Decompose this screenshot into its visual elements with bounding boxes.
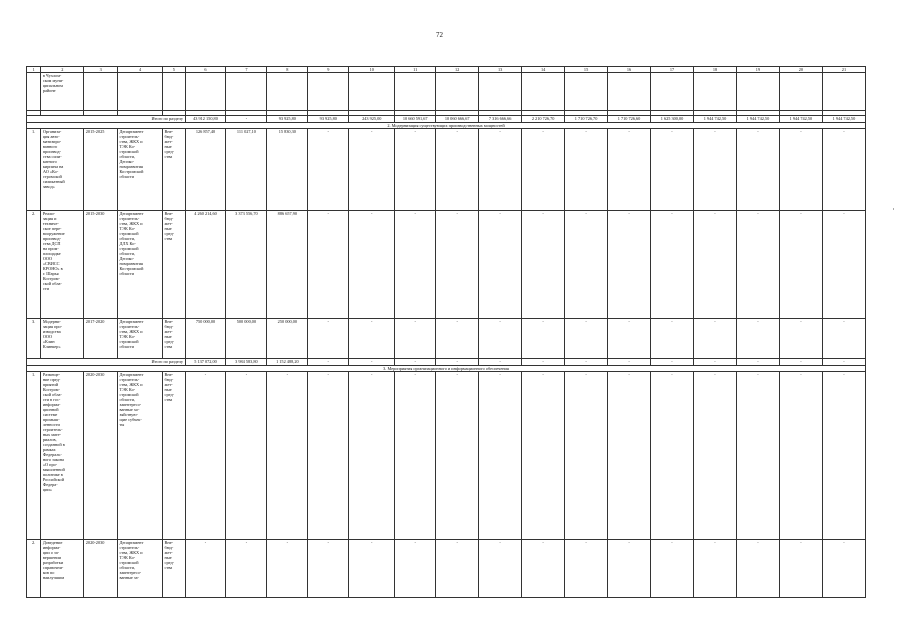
section-title-cell: 2. Модернизация существующих производственных мощностей [27,122,866,128]
column-number-cell: 13 [479,67,522,73]
amount-cell: - [651,539,694,597]
amount-cell: - [395,371,436,539]
amount-cell: - [694,539,737,597]
column-number-cell: 12 [436,67,479,73]
total-value-cell: 2 210 726,70 [522,116,565,123]
executor-cell: Департамент строитель- ства, ЖКХ и ТЭК Ко- стромской области [118,318,163,358]
amount-cell: - [608,539,651,597]
measure-row [27,371,866,539]
funding-source-cell: Вне- бюд- жет- ные сред- ства [163,539,186,597]
amount-cell: - [185,371,226,539]
executor-cell: Департамент строитель- ства, ЖКХ и ТЭК Ко- стромской области, ДЛХ Ко- стромской области, Депэко- номразвития Костромской области [118,210,163,318]
measure-row [27,318,866,358]
amount-cell: 15 830,30 [267,128,308,210]
period-cell: 2020-2030 [84,371,118,539]
amount-cell: - [395,318,436,358]
column-number-cell: 19 [736,67,779,73]
total-value-cell: - [736,358,779,365]
measure-row [27,128,866,210]
amount-cell: - [479,318,522,358]
page-number: 72 [436,31,443,39]
empty-cell [118,73,163,111]
total-value-cell: - [395,358,436,365]
program-measures-table [26,66,866,598]
total-value-cell: - [226,116,267,123]
column-number-cell: 9 [308,67,349,73]
column-number-cell: 3 [84,67,118,73]
column-number-cell: 11 [395,67,436,73]
empty-cell [349,73,395,111]
amount-cell: - [608,128,651,210]
total-value-cell: 7 316 666,66 [479,116,522,123]
empty-cell [651,73,694,111]
funding-source-cell: Вне- бюд- жет- ные сред- ства [163,128,186,210]
funding-source-cell: Вне- бюд- жет- ные сред- ства [163,371,186,539]
total-value-cell: 43 912 150,80 [185,116,226,123]
empty-cell [436,73,479,111]
amount-cell: - [651,128,694,210]
measure-name-cell: Размеще- ние пред- приятий Костром- ской обла- сти в гос- информа- ционной системе промыш- ленности строитель- ных мате- риалов, созданной в рамках Федераль- ного закона «О про- мышленной политике в Российской Федера- ции» [41,371,84,539]
amount-cell: - [308,539,349,597]
amount-cell: - [395,210,436,318]
empty-cell [736,73,779,111]
row-number-cell: 1. [27,128,41,210]
total-value-cell: - [479,358,522,365]
amount-cell: - [436,318,479,358]
column-number-cell: 20 [779,67,822,73]
amount-cell: - [522,539,565,597]
amount-cell: - [479,371,522,539]
amount-cell: - [736,371,779,539]
column-number-cell: 4 [118,67,163,73]
empty-cell [84,73,118,111]
carryover-row [27,73,866,111]
empty-cell [779,73,822,111]
measure-row [27,210,866,318]
column-number-cell: 15 [565,67,608,73]
total-value-cell: - [822,358,865,365]
amount-cell: - [779,371,822,539]
total-value-cell: - [608,358,651,365]
total-value-cell: 1 944 742,50 [736,116,779,123]
amount-cell: - [694,371,737,539]
total-value-cell: 10 660 591,67 [395,116,436,123]
amount-cell: - [736,210,779,318]
total-value-cell: 1 944 742,50 [779,116,822,123]
amount-cell: 500 000,00 [226,318,267,358]
total-value-cell: - [522,358,565,365]
measure-name-cell: Организа- ция авто- матизиро- ванного производ- ства сили- катного кирпича на АО «Ко- стромской силикатный завод» [41,128,84,210]
amount-cell: - [565,318,608,358]
measure-name-cell: Модерни- зация про- изводства ООО «Клин Клинкер» [41,318,84,358]
empty-cell [226,73,267,111]
empty-cell [267,73,308,111]
amount-cell: - [395,128,436,210]
column-number-cell: 5 [163,67,186,73]
total-value-cell: 243 925,00 [349,116,395,123]
total-value-cell: - [651,358,694,365]
empty-cell [522,73,565,111]
amount-cell: - [736,128,779,210]
total-value-cell: - [694,358,737,365]
total-value-cell: 1 710 726,70 [565,116,608,123]
empty-cell [163,73,186,111]
period-cell: 2015-2025 [84,128,118,210]
amount-cell: - [349,371,395,539]
total-value-cell: 93 925,80 [267,116,308,123]
row-number-cell: 1. [27,371,41,539]
total-value-cell: - [779,358,822,365]
section-1-total-row [27,116,866,123]
measure-row [27,539,866,597]
amount-cell: - [736,539,779,597]
empty-cell [822,73,865,111]
total-value-cell: 1 944 742,50 [822,116,865,123]
amount-cell: - [308,318,349,358]
amount-cell: - [349,128,395,210]
column-number-cell: 7 [226,67,267,73]
amount-cell: - [779,539,822,597]
empty-cell [185,73,226,111]
amount-cell: - [608,371,651,539]
total-label-cell: Итого по разделу [27,116,186,123]
amount-cell: - [651,210,694,318]
amount-cell: - [822,371,865,539]
empty-cell [308,73,349,111]
amount-cell: - [267,371,308,539]
amount-cell: - [779,210,822,318]
total-value-cell: - [308,358,349,365]
total-value-cell: 1 710 726,60 [608,116,651,123]
total-label-cell: Итого по разделу [27,358,186,365]
amount-cell: - [349,318,395,358]
empty-cell [479,73,522,111]
column-number-cell: 18 [694,67,737,73]
row-number-cell: 3. [27,318,41,358]
row-number-cell: 2. [27,539,41,597]
amount-cell: - [479,539,522,597]
total-value-cell: 93 925,80 [308,116,349,123]
amount-cell: - [349,539,395,597]
column-number-cell: 8 [267,67,308,73]
amount-cell: - [267,539,308,597]
amount-cell: 250 000,00 [267,318,308,358]
executor-cell: Департамент строитель- ства, ЖКХ и ТЭК Ко- стромской области, Депэко- номразвития Костромской области [118,128,163,210]
total-value-cell: - [349,358,395,365]
empty-cell [608,73,651,111]
amount-cell: - [479,128,522,210]
column-number-cell: 2 [41,67,84,73]
scan-mark [893,208,894,210]
amount-cell: - [185,539,226,597]
column-number-cell: 16 [608,67,651,73]
amount-cell: - [436,210,479,318]
amount-cell: - [651,371,694,539]
measure-name-cell: Реали- зация и техниче- ское пере- вооружение производ- ства ДСП на пром- площадке ООО «СВИСС КРОНО» в г. Шарья Костром- ской обла- сти [41,210,84,318]
amount-cell: 3 373 556,70 [226,210,267,318]
total-value-cell: 1 944 742,50 [694,116,737,123]
total-value-cell: 1 152 488,20 [267,358,308,365]
section-title-cell: 3. Мероприятия организационного и информационного обеспечения [27,365,866,371]
amount-cell: - [694,210,737,318]
amount-cell: 111 027,10 [226,128,267,210]
amount-cell: - [436,371,479,539]
total-value-cell: 10 060 666,67 [436,116,479,123]
column-number-cell: 21 [822,67,865,73]
amount-cell: - [822,318,865,358]
amount-cell: - [308,128,349,210]
funding-source-cell: Вне- бюд- жет- ные сред- ства [163,210,186,318]
amount-cell: - [822,210,865,318]
amount-cell: - [436,128,479,210]
amount-cell: - [308,371,349,539]
amount-cell: - [522,128,565,210]
amount-cell: - [479,210,522,318]
row-number-cell [27,73,41,111]
total-value-cell: 3 984 583,80 [226,358,267,365]
program-table-sheet [26,66,866,594]
amount-cell: - [522,210,565,318]
empty-cell [565,73,608,111]
amount-cell: - [522,318,565,358]
total-value-cell: 1 625 300,00 [651,116,694,123]
period-cell: 2020-2030 [84,539,118,597]
amount-cell: - [651,318,694,358]
column-number-cell: 1 [27,67,41,73]
amount-cell: - [694,128,737,210]
amount-cell: - [436,539,479,597]
empty-cell [395,73,436,111]
amount-cell: - [226,539,267,597]
amount-cell: 4 260 214,60 [185,210,226,318]
funding-source-cell: Вне- бюд- жет- ные сред- ства [163,318,186,358]
amount-cell: - [779,318,822,358]
amount-cell: 750 000,00 [185,318,226,358]
amount-cell: - [522,371,565,539]
amount-cell: - [694,318,737,358]
empty-cell [694,73,737,111]
amount-cell: 126 857,40 [185,128,226,210]
executor-cell: Департамент строитель- ства, ЖКХ и ТЭК Ко- стромской области, заинтересо- ванные хо- зяйствую- щие субъек- ты [118,371,163,539]
amount-cell: - [349,210,395,318]
amount-cell: 886 657,90 [267,210,308,318]
amount-cell: - [565,371,608,539]
amount-cell: - [308,210,349,318]
column-number-cell: 10 [349,67,395,73]
amount-cell: - [226,371,267,539]
total-value-cell: - [565,358,608,365]
measure-name-cell: в Чухлом- ском муни- ципальном районе [41,73,84,111]
amount-cell: - [608,318,651,358]
amount-cell: - [822,539,865,597]
row-number-cell: 2. [27,210,41,318]
measure-name-cell: Доведение информа- ции о за- вершении разработки справочни- ков по наилучшим [41,539,84,597]
period-cell: 2017-2020 [84,318,118,358]
period-cell: 2015-2030 [84,210,118,318]
amount-cell: - [565,210,608,318]
total-value-cell: 5 137 072,00 [185,358,226,365]
executor-cell: Департамент строитель- ства, ЖКХ и ТЭК Ко- стромской области, заинтересо- ванные за- [118,539,163,597]
column-number-cell: 6 [185,67,226,73]
amount-cell: - [822,128,865,210]
amount-cell: - [565,128,608,210]
amount-cell: - [736,318,779,358]
amount-cell: - [608,210,651,318]
total-value-cell: - [436,358,479,365]
column-number-cell: 17 [651,67,694,73]
amount-cell: - [395,539,436,597]
amount-cell: - [779,128,822,210]
column-number-cell: 14 [522,67,565,73]
amount-cell: - [565,539,608,597]
section-2-total-row [27,358,866,365]
